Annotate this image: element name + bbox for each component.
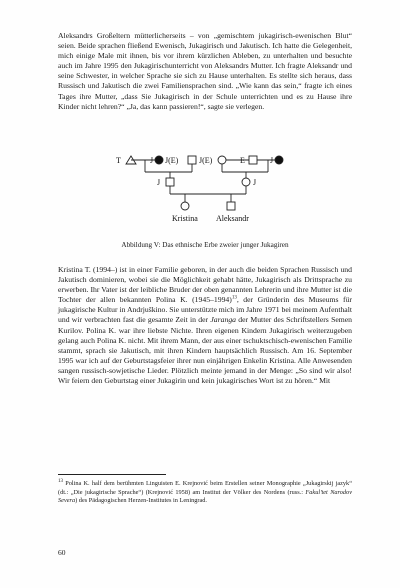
circle-symbol [155, 156, 163, 164]
label-j: J [150, 156, 154, 165]
label-e: E [240, 156, 245, 165]
square-symbol [188, 156, 196, 164]
paragraph-2-text: , der Gründerin des Museums für jukagirische Kultur in Andrjuškino. Sie unterstützte mich im Jahre 1971 bei meinem Aufenthalt und wir verbrachten fast die gesamte Zeit in der [58, 295, 352, 325]
family-tree-diagram [110, 148, 296, 232]
label-jej: J(E) [165, 156, 179, 165]
figure-caption: Abbildung V: Das ethnische Erbe zweier junger Jukagiren [121, 241, 289, 249]
emphasis-term: Jaranga [210, 315, 237, 325]
paragraph-2-text: der Mutter des Schriftstellers Semen Kurilov. Polina K. war ihre liebste Nichte. Ihren eigenen Kindern Jukagirisch weiterzugeben gelang auch Polina K. nicht. Mit ihrem Mann, der aus einer tschuktschisch-ewenischen Familie stammt, sprach sie Jakutisch, mit ihren Kindern hauptsächlich Russisch. Am 16. September 1995 war ich auf der Geburtstagsfeier ihrer nun einjährigen Enkelin Kristina. Alle Anwesenden sangen russisch-sowjetische Lieder. Plötzlich meinte jemand in der Menge: „So sind wir also! Wir feiern den Geburtstag einer Jukagirin und kein jukagirisches Wort ist zu hören.“ Mit [58, 315, 352, 386]
label-j: J [270, 156, 274, 165]
circle-symbol [181, 202, 189, 210]
footnote [58, 480, 352, 506]
square-symbol [249, 156, 257, 164]
footnote-number: 13 [58, 478, 63, 484]
circle-symbol [275, 156, 283, 164]
footnote-text: Polina K. half dem berühmten Linguisten E. Krejnović beim Erstellen seiner Monographie „Jukagirskij jazyk“ (dt.: „Die jukagirische Sprache“) (Krejnović 1958) am Institut der Völker des Nordens (russ.: [58, 480, 352, 496]
circle-symbol [242, 178, 250, 186]
paragraph-2-text: Kristina T. (1994–) ist in einer Familie geboren, in der auch die beiden Sprachen Russisch und Jakutisch dominieren, wobei sie die Möglichkeit gehabt hätte, Jukagirisch als Drittsprache zu erwerben. Ihr Vater ist der leibliche Bruder der oben genannten Lehrerin und ihre Mutter ist die Tochter der allen bekannten Polina K. (1945–1994) [58, 265, 352, 305]
circle-symbol [218, 156, 226, 164]
square-symbol [166, 178, 174, 186]
paragraph-1: Aleksandrs Großeltern mütterlicherseits – von „gemischtem jukagirisch-ewenischen Blut“ seien. Beide sprachen fließend Ewenisch, Jukagirisch und Jakutisch. Ich hatte die Gelegenheit, mich einige Male mit ihnen, bis vor ihrem kürzlichen Ableben, zu unterhalten und besuchte auch im Jahre 1995 den Jukagirischunterricht von Aleksandrs Mutter. Ich fragte Aleksandr und seine Schwester, in welcher Sprache sie sich zu Hause unterhalten. Es stellte sich heraus, dass Russisch und Jakutisch die zwei Familiensprachen sind. „Wie kann das sein,“ fragte ich eines Tages ihre Mutter, „dass Sie Jukagirisch in der Schule unterrichten und es zu Hause ihre Kinder nicht lehren?“ „Ja, das kann passieren!“, sagte sie verlegen. [58, 31, 352, 111]
label-aleksandr: Aleksandr [216, 214, 249, 223]
label-kristina: Kristina [172, 214, 198, 223]
paragraph-2 [58, 265, 352, 386]
footnote-italic: Fakul’tet Narodov Severa [58, 488, 352, 505]
label-j: J [157, 178, 161, 187]
page-number: 60 [58, 548, 66, 557]
label-t: T [116, 156, 121, 165]
footnote-text: ) des Pädagogischen Herzen-Institutes in Leningrad. [75, 497, 207, 505]
label-j: J [253, 178, 257, 187]
label-jej: J(E) [199, 156, 213, 165]
footnote-ref[interactable]: 13 [231, 295, 237, 301]
footnote-divider [58, 474, 166, 475]
square-symbol [227, 202, 235, 210]
